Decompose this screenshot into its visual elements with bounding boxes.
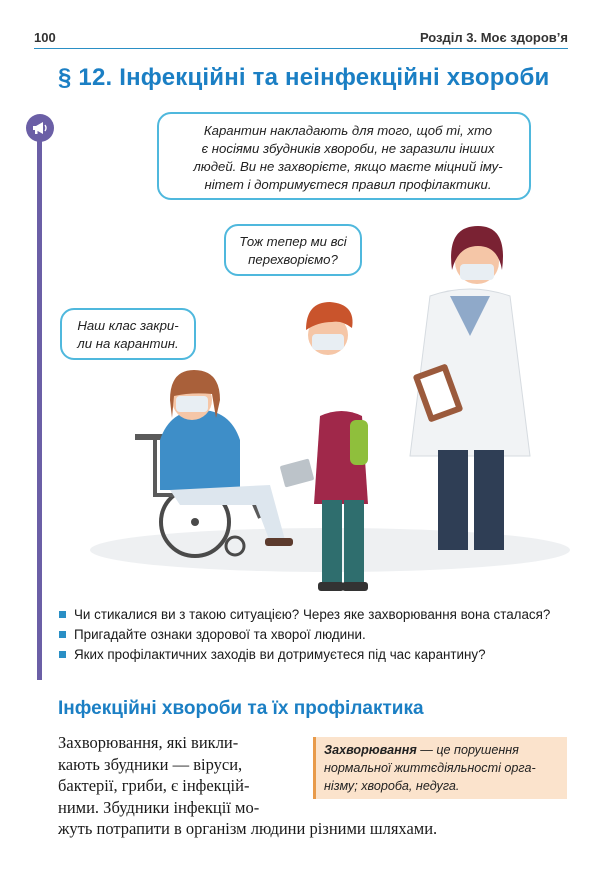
bubble-line: Наш клас закри-	[77, 318, 179, 333]
question-item: Яких профілактичних заходів ви дотримуєтеся під час карантину?	[58, 646, 570, 663]
definition-box	[313, 737, 567, 799]
definition-line: — це порушення	[420, 743, 519, 757]
bubble-line: людей. Ви не захворієте, якщо маєте міцний іму-	[193, 159, 503, 174]
question-item: Пригадайте ознаки здорової та хворої людини.	[58, 626, 570, 643]
body-line: Захворювання, які викли-	[58, 733, 239, 752]
body-line: жуть потрапити в організм людини різними шляхами.	[58, 819, 438, 838]
bubble-line: нітет і дотримуєтеся правил профілактики.	[204, 177, 492, 192]
girl-speech-bubble	[60, 308, 196, 360]
bubble-line: Карантин накладають для того, щоб ті, хто	[203, 123, 493, 138]
running-title: Розділ 3. Моє здоров’я	[419, 30, 568, 45]
sidebar-bar	[37, 132, 42, 680]
question-item: Чи стикалися ви з такою ситуацією? Через яке захворювання вона сталася?	[58, 606, 570, 623]
bubble-line: є носіями збудників хвороби, не заразили інших	[201, 141, 495, 156]
page-number: 100	[34, 30, 56, 45]
page-header	[34, 28, 568, 49]
body-line: ними. Збудники інфекції мо-	[58, 797, 260, 817]
girl-in-wheelchair	[135, 370, 293, 556]
question-list	[58, 606, 570, 666]
bubble-line: ли на карантин.	[77, 336, 179, 351]
definition-line: нізму; хвороба, недуга.	[324, 779, 460, 793]
section-title: § 12. Інфекційні та неінфекційні хвороби	[58, 64, 550, 91]
bubble-line: перехворіємо?	[248, 252, 338, 267]
body-line: бактерії, гриби, є інфекцій-	[58, 776, 250, 795]
definition-line: нормальної життєдіяльності орга-	[324, 761, 536, 775]
doctor	[410, 226, 530, 550]
bubble-line: Тож тепер ми всі	[239, 234, 347, 249]
definition-term: Захворювання	[324, 743, 417, 757]
subheading: Інфекційні хвороби та їх профілактика	[58, 698, 424, 719]
megaphone-icon	[26, 114, 54, 142]
boy-speech-bubble	[224, 224, 362, 276]
doctor-speech-bubble	[157, 112, 531, 200]
body-line: кають збудники — віруси,	[58, 754, 243, 774]
